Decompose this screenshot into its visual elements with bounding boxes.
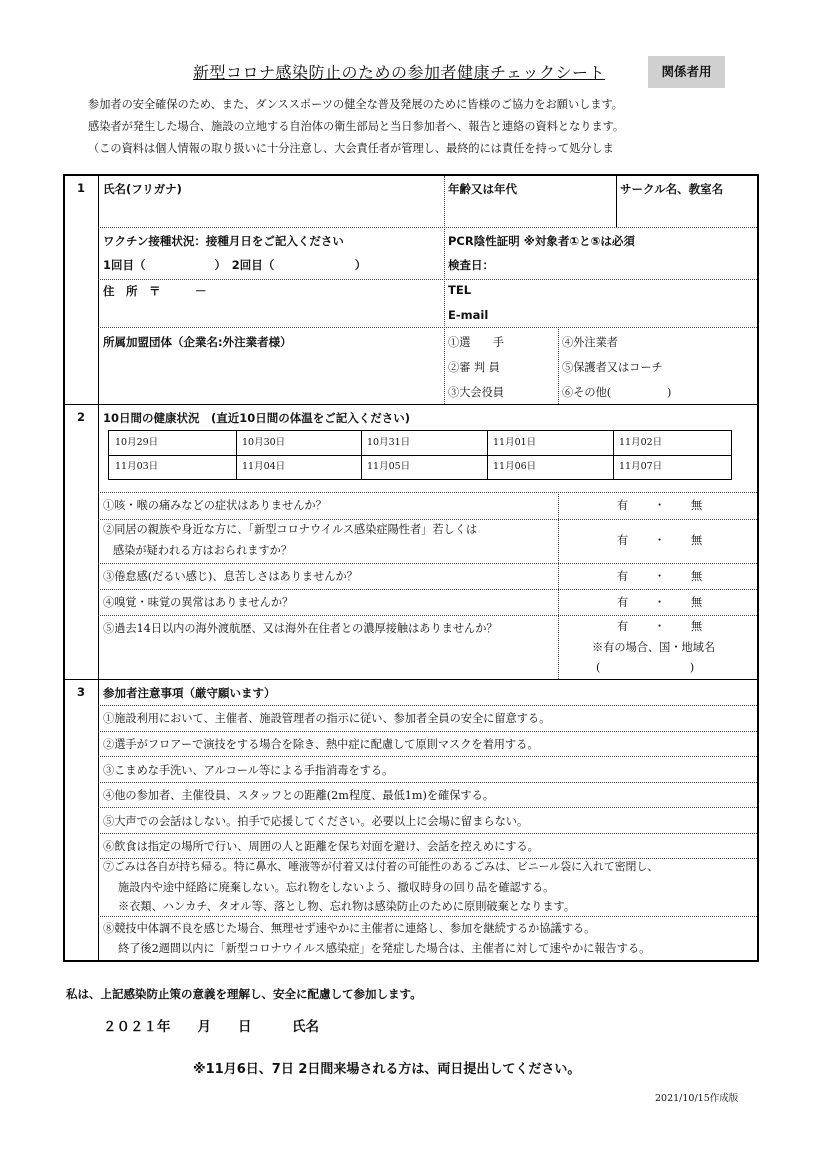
rule-item: ②選手がフロアーで演技をする場合を除き、熱中症に配慮して原則マスクを着用する。 [103, 738, 539, 751]
intro-line-3: （この資料は個人情報の取り扱いに十分注意し、大会責任者が管理し、最終的には責任を持って処分しま [88, 142, 614, 155]
country-paren: ( ) [596, 661, 695, 674]
role-option-other[interactable]: ⑥その他( ) [562, 386, 672, 399]
answer-separator: ・ [654, 596, 666, 609]
role-option-player[interactable]: ①選 手 [448, 336, 504, 349]
signature-line[interactable]: ２０２１年 月 日 氏名 [103, 1019, 319, 1035]
health-status-label: 10日間の健康状況 (直近10日間の体温をご記入ください) [103, 411, 411, 425]
answer-separator: ・ [654, 499, 666, 512]
question-5: ⑤過去14日以内の海外渡航歴、又は海外在住者との濃厚接触はありませんか？ [103, 622, 498, 635]
answer-separator: ・ [654, 570, 666, 583]
rule-item-cont: 施設内や途中経路に廃棄しない。忘れ物をしないよう、撤収時身の回り品を確認する。 [118, 881, 555, 894]
rules-label: 参加者注意事項（厳守願います） [103, 686, 276, 700]
question-2-line-1: ②同居の親族や身近な方に、「新型コロナウイルス感染症陽性者」若しくは [103, 523, 478, 536]
answer-no[interactable]: 無 [691, 620, 703, 633]
pledge-text: 私は、上記感染防止策の意義を理解し、安全に配慮して参加します。 [66, 987, 422, 1001]
temp-cell[interactable]: 10月31日 [367, 437, 411, 448]
answer-no[interactable]: 無 [691, 596, 703, 609]
answer-yes[interactable]: 有 [617, 596, 629, 609]
rule-item-cont: ※衣類、ハンカチ、タオル等、落とし物、忘れ物は感染防止のために原則破棄となります。 [118, 900, 576, 913]
answer-yes[interactable]: 有 [617, 570, 629, 583]
temperature-grid [108, 430, 732, 480]
vaccine-label: ワクチン接種状況：接種月日をご記入ください [103, 234, 344, 248]
answer-yes[interactable]: 有 [617, 620, 629, 633]
pcr-label: PCR陰性証明 ※対象者①と⑤は必須 [448, 234, 635, 248]
rule-item: ①施設利用において、主催者、施設管理者の指示に従い、参加者全員の安全に留意する。 [103, 712, 551, 725]
answer-yes[interactable]: 有 [617, 534, 629, 547]
role-option-contractor[interactable]: ④外注業者 [562, 336, 618, 349]
temp-cell[interactable]: 11月03日 [115, 461, 159, 472]
tel-field[interactable]: TEL [448, 283, 472, 297]
section-3-number: 3 [77, 685, 86, 699]
rule-item-cont: 終了後2週間以内に「新型コロナウイルス感染症」を発症した場合は、主催者に対して速やかに報告する。 [118, 942, 651, 955]
role-option-guardian[interactable]: ⑤保護者又はコーチ [562, 361, 663, 374]
rule-item: ⑤大声での会話はしない。拍手で応援してください。必要以上に会場に留まらない。 [103, 815, 529, 828]
answer-separator: ・ [654, 620, 666, 633]
temp-cell[interactable]: 11月07日 [619, 461, 663, 472]
email-field[interactable]: E-mail [448, 308, 489, 322]
section-1-number: 1 [77, 181, 86, 195]
version-label: 2021/10/15作成版 [655, 1093, 739, 1104]
test-date-field[interactable]: 検査日： [448, 258, 494, 272]
org-field[interactable]: 所属加盟団体（企業名:外注業者様） [103, 335, 292, 349]
question-4: ④嗅覚・味覚の異常はありませんか？ [103, 596, 294, 609]
role-option-official[interactable]: ③大会役員 [448, 386, 504, 399]
question-2-line-2: 感染が疑われる方はおられますか？ [113, 544, 293, 557]
answer-yes[interactable]: 有 [617, 499, 629, 512]
age-field[interactable]: 年齢又は年代 [448, 182, 517, 196]
rule-item: ⑦ごみは各自が持ち帰る。特に鼻水、唾液等が付着又は付着の可能性のあるごみは、ビニール袋に入れて密閉し、 [103, 860, 659, 873]
audience-badge: 関係者用 [648, 56, 725, 88]
answer-no[interactable]: 無 [691, 499, 703, 512]
intro-line-1: 参加者の安全確保のため、また、ダンススポーツの健全な普及発展のために皆様のご協力をお願いします。 [88, 98, 623, 111]
rule-item: ③こまめな手洗い、アルコール等による手指消毒をする。 [103, 764, 394, 777]
rule-item: ⑥飲食は指定の場所で行い、周囲の人と距離を保ち対面を避け、会話を控えめにする。 [103, 840, 539, 853]
vaccine-dates-field[interactable]: 1回目（ ） 2回目（ ） [103, 258, 367, 272]
page-title: 新型コロナ感染防止のための参加者健康チェックシート [193, 63, 606, 82]
answer-separator: ・ [654, 534, 666, 547]
intro-line-2: 感染者が発生した場合、施設の立地する自治体の衛生部局と当日参加者へ、報告と連絡の資料となります。 [88, 120, 625, 133]
temp-cell[interactable]: 11月05日 [367, 461, 411, 472]
temp-cell[interactable]: 10月29日 [115, 437, 159, 448]
submission-note: ※11月6日、7日 2日間来場される方は、両日提出してください。 [193, 1062, 581, 1077]
role-option-judge[interactable]: ②審 判 員 [448, 361, 500, 374]
question-3: ③倦怠感(だるい感じ)、息苦しさはありませんか？ [103, 570, 358, 583]
address-field[interactable]: 住 所 〒 － [103, 284, 207, 298]
temp-cell[interactable]: 11月06日 [493, 461, 537, 472]
country-field[interactable] [596, 659, 724, 675]
question-1: ①咳・喉の痛みなどの症状はありませんか？ [103, 499, 327, 512]
temp-cell[interactable]: 11月02日 [619, 437, 663, 448]
rule-item: ④他の参加者、主催役員、スタッフとの距離(2m程度、最低1m)を確保する。 [103, 789, 494, 802]
country-note: ※有の場合、国・地域名 [592, 641, 716, 654]
answer-no[interactable]: 無 [691, 570, 703, 583]
temp-cell[interactable]: 10月30日 [242, 437, 286, 448]
circle-field[interactable]: サークル名、教室名 [620, 182, 724, 196]
rule-item: ⑧競技中体調不良を感じた場合、無理せず速やかに主催者に連絡し、参加を継続するか協議する。 [103, 922, 596, 935]
answer-no[interactable]: 無 [691, 534, 703, 547]
temp-cell[interactable]: 11月01日 [493, 437, 537, 448]
section-2-number: 2 [77, 410, 86, 424]
temp-cell[interactable]: 11月04日 [242, 461, 286, 472]
name-field[interactable]: 氏名(フリガナ) [103, 182, 182, 196]
